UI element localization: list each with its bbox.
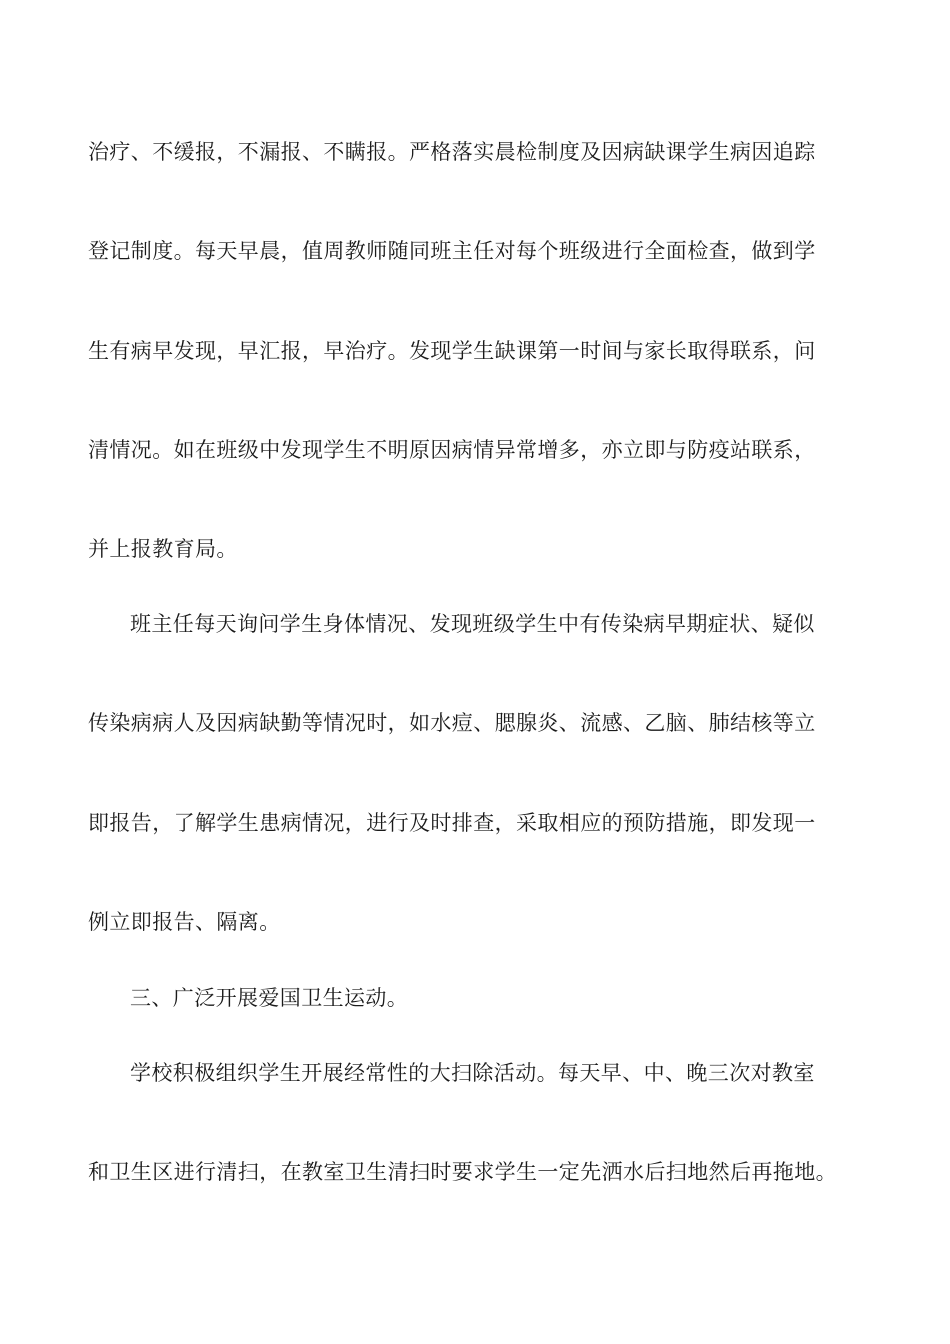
paragraph-line: 学校积极组织学生开展经常性的大扫除活动。每天早、中、晚三次对教室: [130, 1061, 815, 1085]
paragraph-line: 生有病早发现，早汇报，早治疗。发现学生缺课第一时间与家长取得联系，问: [88, 339, 816, 363]
paragraph-line: 清情况。如在班级中发现学生不明原因病情异常增多，亦立即与防疫站联系，: [88, 438, 816, 462]
paragraph-line: 治疗、不缓报，不漏报、不瞒报。严格落实晨检制度及因病缺课学生病因追踪: [88, 140, 816, 164]
paragraph-line: 和卫生区进行清扫，在教室卫生清扫时要求学生一定先洒水后扫地然后再拖地。: [88, 1160, 837, 1184]
paragraph-line: 即报告，了解学生患病情况，进行及时排查，采取相应的预防措施，即发现一: [88, 811, 816, 835]
paragraph-line: 并上报教育局。: [88, 537, 238, 561]
section-heading: 三、广泛开展爱国卫生运动。: [130, 986, 409, 1010]
paragraph-line: 班主任每天询问学生身体情况、发现班级学生中有传染病早期症状、疑似: [130, 612, 815, 636]
paragraph-line: 传染病病人及因病缺勤等情况时，如水痘、腮腺炎、流感、乙脑、肺结核等立: [88, 711, 816, 735]
paragraph-line: 例立即报告、隔离。: [88, 910, 281, 934]
paragraph-line: 登记制度。每天早晨，值周教师随同班主任对每个班级进行全面检查，做到学: [88, 239, 816, 263]
